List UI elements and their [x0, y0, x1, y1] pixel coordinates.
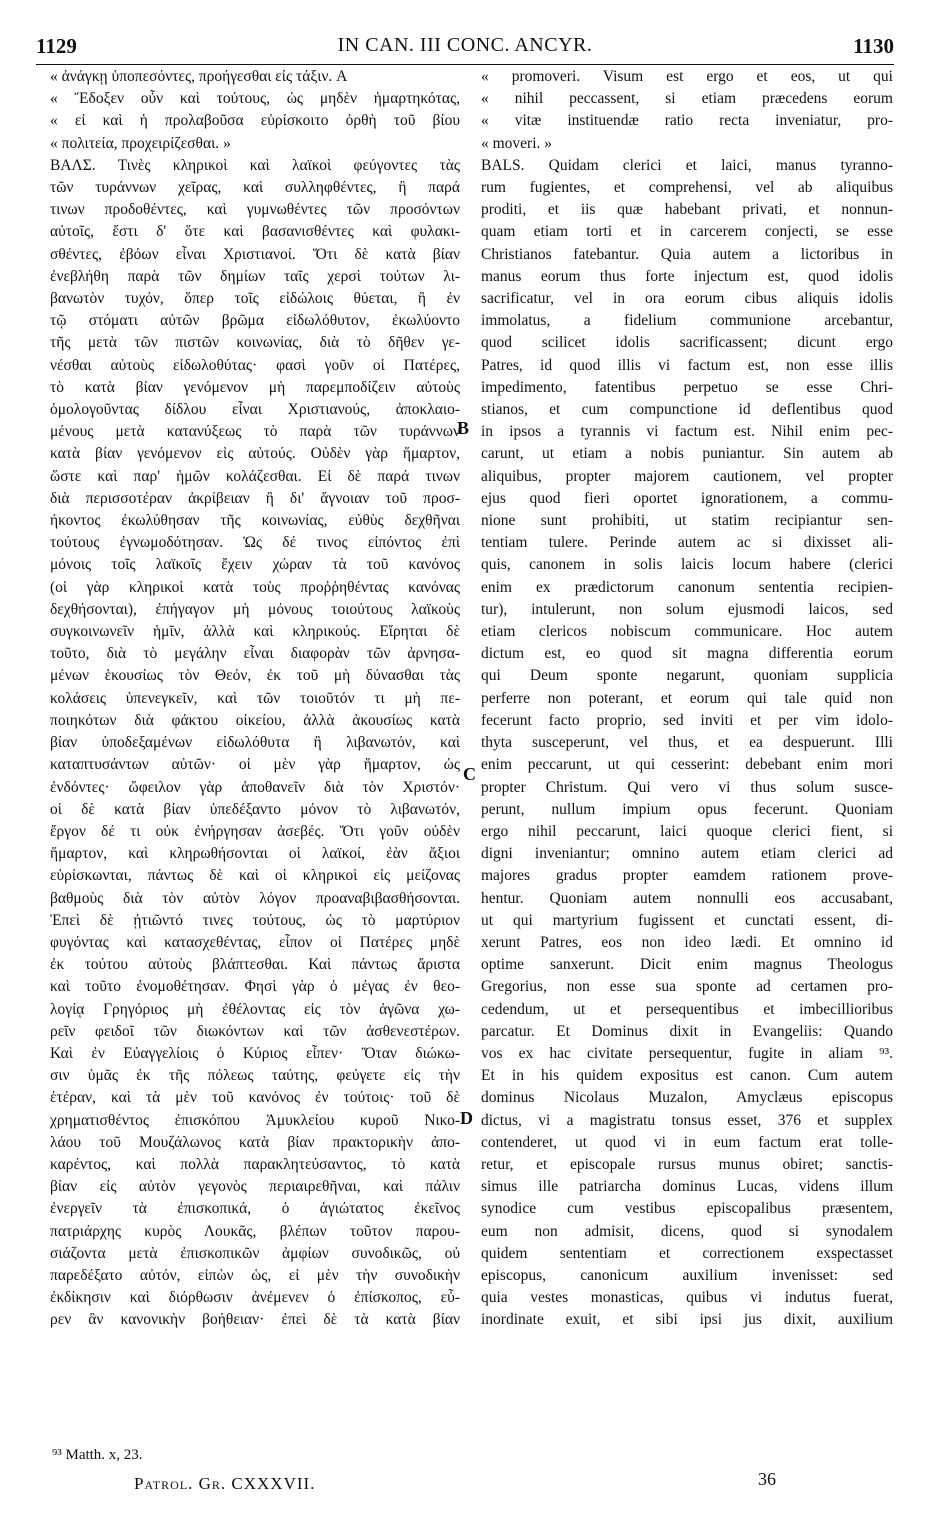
text-line: episcopus, canonicum auxilium invenisset: sed [481, 1266, 893, 1284]
text-line: βίαν εἰς αὐτὸν γεγονὸς περιαιρεθῆναι, καὶ πάλιν [50, 1178, 460, 1196]
text-line: μένων ἑκουσίως τὸν Θεόν, ἐκ τοῦ μὴ δύνασθαι τὰς [50, 667, 460, 685]
text-line: ἔργον δέ τι οὐκ ἐνήργησαν ἀσεβές. Ὅτι γοῦν οὐδὲν [50, 822, 460, 840]
text-line: μένους μετὰ κατανύξεως τὸ παρὰ τῶν τυράννων [50, 423, 460, 441]
text-line: carunt, ut etiam a nobis puniantur. Sin autem ab [481, 445, 893, 463]
text-line: καρέντος, καὶ πολλὰ παρακλητεύσαντος, τὸ κατὰ [50, 1155, 460, 1173]
text-line: parcatur. Et Dominus dixit in Evangeliis: Quando [481, 1022, 893, 1040]
text-line: « πολιτεία, προχειρίζεσθαι. » [50, 134, 231, 152]
text-line: ρεν ἂν κανονικὴν βοήθειαν· ἐπεὶ δὲ τὰ κατὰ βίαν [50, 1311, 460, 1329]
text-line: ἐκδίκησιν καὶ διόρθωσιν ἀνέμενεν ὁ ἐπίσκοπος, εὗ- [50, 1289, 460, 1307]
greek-column [50, 66, 460, 1332]
text-line: παρεδέξατο αὐτόν, εἰπὼν ὡς, εἰ μὲν τὴν συνοδικὴν [50, 1266, 460, 1284]
text-line: σιάζοντα μετὰ ἐπισκοπικῶν ἀμφίων συνοδικῶς, οὐ [50, 1244, 460, 1262]
text-line: οἱ δὲ κατὰ βίαν ὑπεδέξαντο μόνον τὸ λιβανωτόν, [50, 800, 460, 818]
text-line: inordinate exuit, et sibi ipsi jus dixit, auxilium [481, 1311, 893, 1329]
text-line: ἑτέραν, καὶ τὰ μὲν τοῦ κανόνος ἐν τούτοις· τοῦ δὲ [50, 1089, 460, 1107]
text-line: proditi, et iis quæ habebant privati, et nonnun- [481, 201, 893, 219]
text-line: rum fugientes, et comprehensi, vel ab aliquibus [481, 179, 893, 197]
text-line: « promoveri. Visum est ergo et eos, ut qui [481, 68, 893, 85]
text-line: hentur. Quoniam autem nonnulli eos accusabant, [481, 889, 893, 907]
text-line: « εἰ καὶ ἡ προλαβοῦσα εὑρίσκοιτο ὀρθὴ τοῦ βίου [50, 112, 460, 130]
text-line: optime sanxerunt. Dicit enim magnus Theologus [481, 956, 893, 974]
text-line: βίαν ὑποδεξαμένων εἰδωλόθυτα ἢ λιβανωτόν, καὶ [50, 734, 460, 752]
text-line: quod scilicet idolis sacrificassent; dicunt ergo [481, 334, 893, 352]
running-title: IN CAN. III CONC. ANCYR. [337, 34, 593, 56]
latin-column [481, 66, 893, 1332]
text-line: tentiam tulere. Perinde autem ac si dixisset ali- [481, 534, 893, 552]
text-line: ποιηκότων διὰ φάκτου οἰκείου, ἀλλὰ ἀκουσίως κατὰ [50, 711, 460, 729]
text-line: nione sunt prohibiti, ut statim recipiantur sen- [481, 512, 893, 530]
text-line: δεχθήσονται), ἐπήγαγον μὴ μόνους τοιούτους λαϊκοὺς [50, 600, 460, 618]
text-line: μόνοις τοῖς λαϊκοῖς ἔχειν χώραν τὰ τοῦ κανόνος [50, 556, 460, 574]
text-line: simus ille patriarcha dominus Lucas, videns illum [481, 1178, 893, 1196]
text-line: immolatus, a fidelium communione arcebantur, [481, 312, 893, 330]
text-line: « Ἔδοξεν οὖν καὶ τούτους, ὡς μηδὲν ἡμαρτηκότας, [50, 90, 460, 108]
text-line: ἥμαρτον, καὶ κληρωθήσονται οἱ λαϊκοί, ἐὰν ἄξιοι [50, 845, 460, 863]
text-line: ἐνδόντες· ὤφειλον γὰρ ἀποθανεῖν διὰ τὸν Χριστόν· [50, 778, 460, 796]
text-line: ἐνεβλήθη παρὰ τῶν δημίων ταῖς χερσὶ τούτων λι- [50, 267, 460, 285]
text-line: ΒΑΛΣ. Τινὲς κληρικοὶ καὶ λαϊκοὶ φεύγοντες τὰς [50, 156, 460, 174]
series-footer: Patrol. Gr. CXXXVII. [134, 1474, 316, 1493]
text-line: quia vestes monasticas, quibus vi indutus fuerat, [481, 1289, 893, 1307]
text-line: σθέντες, ἐβόων εἶναι Χριστιανοί. Ὅτι δὲ κατὰ βίαν [50, 245, 460, 263]
text-line: κατὰ βίαν γενόμενον εἰς αὐτούς. Οὐδὲν γὰρ ἥμαρτον, [50, 445, 460, 463]
text-line: digni inveniantur; omnino autem etiam clerici ad [481, 845, 893, 863]
text-line: perferre non poterant, et eorum qui tale quid non [481, 689, 893, 707]
text-line: τινων προδοθέντες, καὶ γυμνωθέντες τῶν προσόντων [50, 201, 460, 219]
text-line: τῆς μετὰ τῶν πιστῶν κοινωνίας, διὰ τὸ δῆθεν γε- [50, 334, 460, 352]
left-page-number: 1129 [36, 34, 77, 58]
text-line: propter Christum. Qui vero vi thus solum susce- [481, 778, 893, 796]
text-line: ergo nihil peccarunt, laici quoque clerici fient, si [481, 822, 893, 840]
text-line: stianos, et cum compunctione id deflentibus quod [481, 401, 893, 419]
text-line: (οἱ γὰρ κληρικοὶ κατὰ τοὺς προῤῥηθέντας κανόνας [50, 578, 460, 596]
text-line: quam etiam torti et in carcerem conjecti, se esse [481, 223, 893, 241]
text-line: συγκοινωνεῖν ἡμῖν, ἀλλὰ καὶ κληρικούς. Εἴρηται δὲ [50, 623, 460, 641]
margin-letter-d: D [460, 1108, 473, 1128]
text-line: τούτους ἐγνωμοδότησαν. Ὡς δέ τινος εἰπόντος ἐπὶ [50, 534, 460, 552]
text-line: Et in his quidem expositus est canon. Cum autem [481, 1067, 893, 1085]
text-line: λάου τοῦ Μουζάλωνος κατὰ βίαν πρακτορικὴν ἀπο- [50, 1133, 460, 1151]
text-line: σιν ὑμᾶς ἐκ τῆς πόλεως ταύτης, φεύγετε εἰς τὴν [50, 1067, 460, 1085]
text-line: πατριάρχης κυρὸς Λουκᾶς, βλέπων τοῦτον παρου- [50, 1222, 460, 1240]
text-line: dictus, vi a magistratu tonsus esset, 376 et supplex [481, 1111, 893, 1129]
text-line: ρεῖν φειδοῖ τῶν διωκόντων καὶ τῶν ἀσθενεστέρων. [50, 1022, 460, 1040]
text-line: « nihil peccassent, si etiam præcedens eorum [481, 90, 893, 108]
text-line: αὐτοῖς, ἔστι δ' ὅτε καὶ βασανισθέντες καὶ φυλακι- [50, 223, 460, 241]
text-line: etiam clericos nobiscum communicare. Hoc autem [481, 623, 893, 641]
page-header [36, 34, 894, 65]
text-line: « ἀνάγκῃ ὑποπεσόντες, προήγεσθαι εἰς τάξιν. A [50, 68, 348, 85]
text-line: manus eorum thus forte injectum est, quod idolis [481, 267, 893, 285]
text-line: τὸ κατὰ βίαν γενόμενον μὴ παρεμποδίζειν αὐτοὺς [50, 378, 460, 396]
text-line: ut qui martyrium fugissent et cunctati essent, di- [481, 911, 893, 929]
text-line: eum non admisit, dicens, quod si synodalem [481, 1222, 893, 1240]
text-line: quidem sententiam et correctionem exspectasset [481, 1244, 893, 1262]
text-line: sacrificatur, vel in ora eorum cibus aliquis idolis [481, 290, 893, 308]
right-page-number: 1130 [853, 34, 894, 58]
text-line: tur), intulerunt, non solum ejusmodi laicos, sed [481, 600, 893, 618]
text-line: Ἐπεὶ δὲ ᾐτιῶντό τινες τούτους, ὡς τὸ μαρτύριον [50, 911, 460, 929]
text-line: ήκοντος ἐκωλύθησαν τῆς κοινωνίας, εὐθὺς δεχθῆναι [50, 512, 460, 530]
text-line: Καὶ ἐν Εὐαγγελίοις ὁ Κύριος εἶπεν· Ὅταν διώκω- [50, 1044, 460, 1062]
text-line: fecerunt facto proprio, sed inviti et per vim idolo- [481, 711, 893, 729]
footnote: ⁹³ Matth. x, 23. [52, 1447, 143, 1463]
text-line: vos ex hac civitate persequentur, fugite in aliam ⁹³. [481, 1044, 893, 1062]
text-line: aliquibus, propter majorem cautionem, vel propter [481, 467, 893, 485]
text-line: βαθμοὺς διὰ τὸν αὐτὸν λόγον προαναβιβασθήσονται. [50, 889, 460, 907]
text-line: κολάσεις ὑπενεγκεῖν, καὶ τῶν τοιοῦτόν τι μὴ πε- [50, 689, 460, 707]
text-line: καταπτυσάντων αὐτῶν· οἱ μὲν γὰρ ἥμαρτον, ὡς [50, 756, 460, 774]
text-line: thyta susceperunt, vel thus, et ea despuerunt. Illi [481, 734, 893, 752]
text-line: « moveri. » [481, 134, 553, 152]
text-line: majores gradus propter eamdem rationem prove- [481, 867, 893, 885]
text-line: perunt, nullum impium opus fecerunt. Quoniam [481, 800, 893, 818]
text-line: φυγόντας καὶ κατασχεθέντας, εἶπον οἱ Πατέρες μηδὲ [50, 933, 460, 951]
text-line: in ipsos a tyrannis vi factum est. Nihil enim pec- [481, 423, 893, 441]
text-line: διὰ περισσοτέραν ἀκρίβειαν ἢ δι' ἄγνοιαν τοῦ προσ- [50, 489, 460, 507]
text-line: xerunt Patres, eos non ideo lædi. Et omnino id [481, 933, 893, 951]
text-line: τῷ στόματι αὐτῶν βρῶμα εἰδωλόθυτον, ἐκωλύοντο [50, 312, 460, 330]
text-line: τοῦτο, διὰ τὸ μεγάλην εἶναι διαφορὰν τῶν ἀρνησα- [50, 645, 460, 663]
text-line: τῶν τυράννων χεῖρας, καὶ συλληφθέντες, ἢ παρά [50, 179, 460, 197]
text-line: dictum est, eo quod sit magna differentia eorum [481, 645, 893, 663]
text-line: ἐνεργεῖν τὰ ἐπισκοπικά, ὁ ἁγιώτατος ἐκεῖνος [50, 1200, 460, 1218]
text-line: qui Deum sponte negarunt, quoniam supplicia [481, 667, 893, 685]
text-line: Gregorius, non esse sua sponte ad certamen pro- [481, 978, 893, 996]
text-line: « vitæ instituendæ ratio recta inveniatur, pro- [481, 112, 893, 130]
text-line: ὥστε καὶ παρ' ἡμῶν κολάζεσθαι. Εἰ δὲ παρά τινων [50, 467, 460, 485]
text-line: enim ex prædictorum canonum sententia recipien- [481, 578, 893, 596]
text-line: Christianos fatebantur. Quia autem a lictoribus in [481, 245, 893, 263]
text-line: εὑρίσκωνται, πάντως δὲ καὶ οἱ κληρικοὶ εἰς μείζονας [50, 867, 460, 885]
margin-letter-c: C [463, 764, 476, 784]
text-line: contenderet, ut quod vi in eum factum erat tolle- [481, 1133, 893, 1151]
text-line: ὁμολογοῦντας δίδλου εἶναι Χριστιανούς, ἀποκλαιο- [50, 401, 460, 419]
text-line: enim peccarunt, ut qui cesserint: debebant enim mori [481, 756, 893, 774]
text-line: καὶ τοῦτο ἐνομοθέτησαν. Φησὶ γὰρ ὁ μέγας ἐν θεο- [50, 978, 460, 996]
signature-mark: 36 [758, 1469, 776, 1489]
text-line: ejus quod fieri oportet ignorationem, a commu- [481, 489, 893, 507]
text-line: ἐκ τούτου αὐτοὺς βλάπτεσθαι. Καὶ πάντως ἄριστα [50, 956, 460, 974]
text-line: βανωτὸν τυχόν, ὅπερ τοῖς εἰδώλοις θύεται, ἢ ἐν [50, 290, 460, 308]
text-line: dominus Nicolaus Muzalon, Amyclæus episcopus [481, 1089, 893, 1107]
text-line: λογίᾳ Γρηγόριος μὴ ἐθέλοντας εἰς τὸν ἀγῶνα χω- [50, 1000, 460, 1018]
text-line: synodice cum vestibus episcopalibus præsentem, [481, 1200, 893, 1218]
text-line: retur, et episcopale rursus munus obiret; sanctis- [481, 1155, 893, 1173]
text-line: χρηματισθέντος ἐπισκόπου Ἀμυκλείου κυροῦ Νικο- [50, 1111, 460, 1129]
text-line: BALS. Quidam clerici et laici, manus tyranno- [481, 156, 893, 174]
text-line: impedimento, fatentibus perpetuo se esse Chri- [481, 378, 893, 396]
text-line: νέσθαι αὐτοὺς εἰδωλοθύτας· φασὶ γοῦν οἱ Πατέρες, [50, 356, 460, 374]
text-line: Patres, id quod illis vi factum est, non esse illis [481, 356, 893, 374]
margin-letter-b: B [457, 418, 470, 438]
text-line: quis, canonem in solis laicis locum habere (clerici [481, 556, 893, 574]
text-line: cedendum, ut et persequentibus et imbecillioribus [481, 1000, 893, 1018]
